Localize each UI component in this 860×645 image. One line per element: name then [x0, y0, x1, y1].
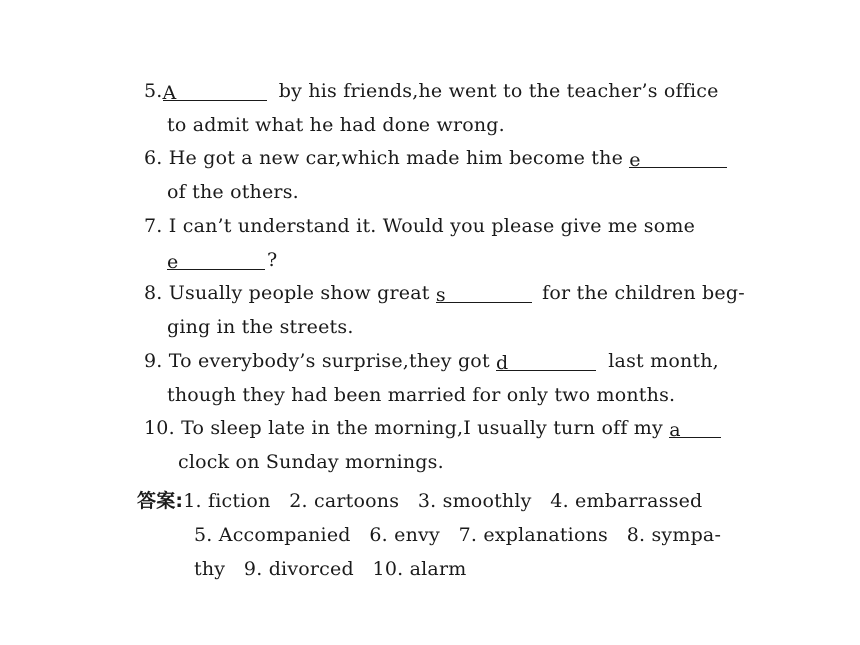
- item-6-line-2: [167, 180, 299, 204]
- item-number: 9.: [144, 350, 163, 372]
- item-9-line-2: [167, 383, 675, 407]
- item-continuation: to admit what he had done wrong.: [167, 114, 505, 136]
- answer-blank[interactable]: [162, 81, 267, 104]
- answers-label: 答案:: [137, 490, 184, 512]
- item-continuation: ging in the streets.: [167, 316, 354, 338]
- answers-text: thy 9. divorced 10. alarm: [194, 558, 467, 580]
- answer-blank[interactable]: [669, 418, 721, 441]
- blank-hint-letter: e: [629, 149, 641, 171]
- item-text: last month,: [608, 350, 719, 372]
- answers-line-1: [137, 489, 702, 513]
- item-8-line-1: [144, 281, 745, 305]
- answer-blank[interactable]: [629, 148, 727, 171]
- blank-hint-letter: A: [162, 82, 177, 104]
- blank-hint-letter: a: [669, 419, 681, 441]
- answer-blank[interactable]: [435, 283, 532, 306]
- item-5-line-2: [167, 113, 505, 137]
- blank-hint-letter: e: [167, 251, 179, 273]
- item-number: 7.: [144, 215, 163, 237]
- item-9-line-1: [144, 349, 719, 373]
- item-text: by his friends,he went to the teacher’s office: [278, 80, 719, 102]
- answers-line-2: [194, 523, 721, 547]
- item-continuation: of the others.: [167, 181, 299, 203]
- item-7-line-2: [167, 248, 277, 272]
- item-number: 5.: [144, 80, 163, 102]
- answer-blank[interactable]: [496, 351, 596, 374]
- item-text: I can’t understand it. Would you please give me some: [168, 215, 696, 237]
- item-6-line-1: [144, 146, 727, 170]
- item-number: 10.: [144, 417, 175, 439]
- answers-text: 1. fiction 2. cartoons 3. smoothly 4. embarrassed: [183, 490, 703, 512]
- item-text: He got a new car,which made him become the: [168, 147, 624, 169]
- item-continuation: though they had been married for only two months.: [167, 384, 676, 406]
- item-text: Usually people show great: [168, 282, 430, 304]
- item-5-line-1: [144, 79, 719, 103]
- answers-line-3: [194, 557, 466, 581]
- item-text: ?: [267, 249, 278, 271]
- item-number: 8.: [144, 282, 163, 304]
- answers-text: 5. Accompanied 6. envy 7. explanations 8. sympa-: [194, 524, 722, 546]
- answer-blank[interactable]: [167, 250, 265, 273]
- item-8-line-2: [167, 315, 354, 339]
- item-continuation: clock on Sunday mornings.: [178, 451, 444, 473]
- item-10-line-1: [144, 416, 721, 440]
- item-text: To everybody’s surprise,they got: [168, 350, 490, 372]
- blank-hint-letter: s: [435, 284, 446, 306]
- item-7-line-1: [144, 214, 695, 238]
- blank-hint-letter: d: [496, 352, 509, 374]
- item-number: 6.: [144, 147, 163, 169]
- item-10-line-2: [178, 450, 444, 474]
- item-text: To sleep late in the morning,I usually turn off my: [181, 417, 663, 439]
- item-text: for the children beg-: [542, 282, 745, 304]
